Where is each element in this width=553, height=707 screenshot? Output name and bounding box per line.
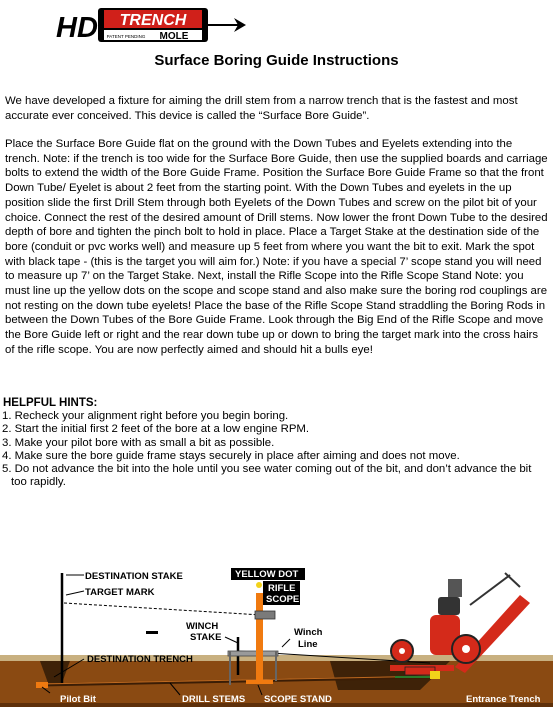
target-mark bbox=[146, 631, 158, 634]
scope-stand bbox=[256, 593, 263, 683]
hints-list bbox=[2, 410, 547, 490]
yellow-dot-icon bbox=[256, 582, 262, 588]
hint-item: 5. Do not advance the bit into the hole until you see water coming out of the bit, and don’t advance the bit too rapidly. bbox=[2, 463, 532, 489]
logo-hd-text: HD bbox=[56, 12, 98, 44]
logo-patent-text: PATENT PENDING bbox=[106, 34, 146, 39]
leader-target-mark bbox=[66, 591, 84, 595]
label-pilot-bit: Pilot Bit bbox=[60, 694, 96, 705]
label-winch: WINCH bbox=[186, 621, 219, 632]
sight-line bbox=[64, 603, 262, 615]
label-destination-trench: DESTINATION TRENCH bbox=[87, 654, 193, 665]
label-scope: SCOPE bbox=[266, 594, 300, 605]
label-destination-stake: DESTINATION STAKE bbox=[85, 571, 183, 582]
logo-mole-text: MOLE bbox=[159, 31, 189, 42]
hints-heading: HELPFUL HINTS: bbox=[3, 397, 98, 409]
label-yellow-dot: YELLOW DOT bbox=[235, 569, 299, 580]
scope-stand-base bbox=[246, 680, 273, 684]
surface-bore-diagram bbox=[0, 555, 553, 707]
rifle-scope bbox=[255, 611, 275, 619]
label-winch-line-2: Line bbox=[298, 639, 318, 650]
instructions-paragraph: Place the Surface Bore Guide flat on the ground with the Down Tubes and Eyelets extending into the trench. Note: if the trench is too wide for the Surface Bore Guide, then use the supplied boards and carriage bolts to extend the width of the Bore Guide Frame. Position the Surface Bore Guide Frame so that the front Down Tube/ Eyelet is about 2 feet from the starting point. With the Down Tubes and eyelets in the up position slide the first Drill Stem through both Eyelets of the Down Tubes and screw on the pilot bit of your choice. Connect the rest of the desired amount of Drill stems. Now lower the front Down Tube to the desired depth of bore and tighten the pinch bolt to hold in place. Place a Target Stake at the destination side of the bore (conduit or pvc works well) and measure up 5 feet from where you want the bit to exit. Mark the spot with black tape - (this is the target you will aim for.) Note: if you have a special 7’ scope stand you will need to measure up 7’ on the Target Stake. Next, install the Rifle Scope into the Rifle Scope Stand Note: you must line up the yellow dots on the scope and scope stand and also make sure the boring rod couplings are not resting on the down tube eyelets! Place the base of the Rifle Scope Stand straddling the Boring Rods in between the Down Tubes of the Bore Guide Frame. Look through the Big End of the Rifle Scope and move the Bore Guide left or right and the rear down tube up or down to bring the target mark into the cross hairs of the rifle scope. You are now perfectly aimed and should hit a bulls eye! bbox=[5, 138, 548, 356]
intro-paragraph: We have developed a fixture for aiming the drill stem from a narrow trench that is the fastest and most accurate ever conceived. This device is called the “Surface Bore Guide”. bbox=[5, 95, 518, 122]
label-drill-stems: DRILL STEMS bbox=[182, 694, 246, 705]
hint-item: 2. Start the initial first 2 feet of the bore at a low engine RPM. bbox=[2, 423, 310, 436]
hint-item: 3. Make your pilot bore with as small a bit as possible. bbox=[2, 436, 275, 449]
label-target-mark: TARGET MARK bbox=[85, 587, 155, 598]
label-scope-stand: SCOPE STAND bbox=[264, 694, 332, 705]
leader-winch-line bbox=[282, 639, 290, 647]
hint-item: 1. Recheck your alignment right before you begin boring. bbox=[2, 410, 289, 422]
label-entrance-trench: Entrance Trench bbox=[466, 694, 541, 705]
hd-trench-mole-logo bbox=[56, 4, 246, 46]
bore-guide-frame bbox=[228, 651, 278, 656]
label-winch-line-1: Winch bbox=[294, 627, 323, 638]
leader-winch-stake bbox=[225, 637, 238, 643]
label-stake: STAKE bbox=[190, 632, 222, 643]
logo-trench-text: TRENCH bbox=[119, 12, 187, 29]
label-rifle: RIFLE bbox=[268, 583, 296, 594]
hint-item: 4. Make sure the bore guide frame stays securely in place after aiming and does not move. bbox=[2, 449, 460, 462]
page-title: Surface Boring Guide Instructions bbox=[154, 52, 399, 69]
